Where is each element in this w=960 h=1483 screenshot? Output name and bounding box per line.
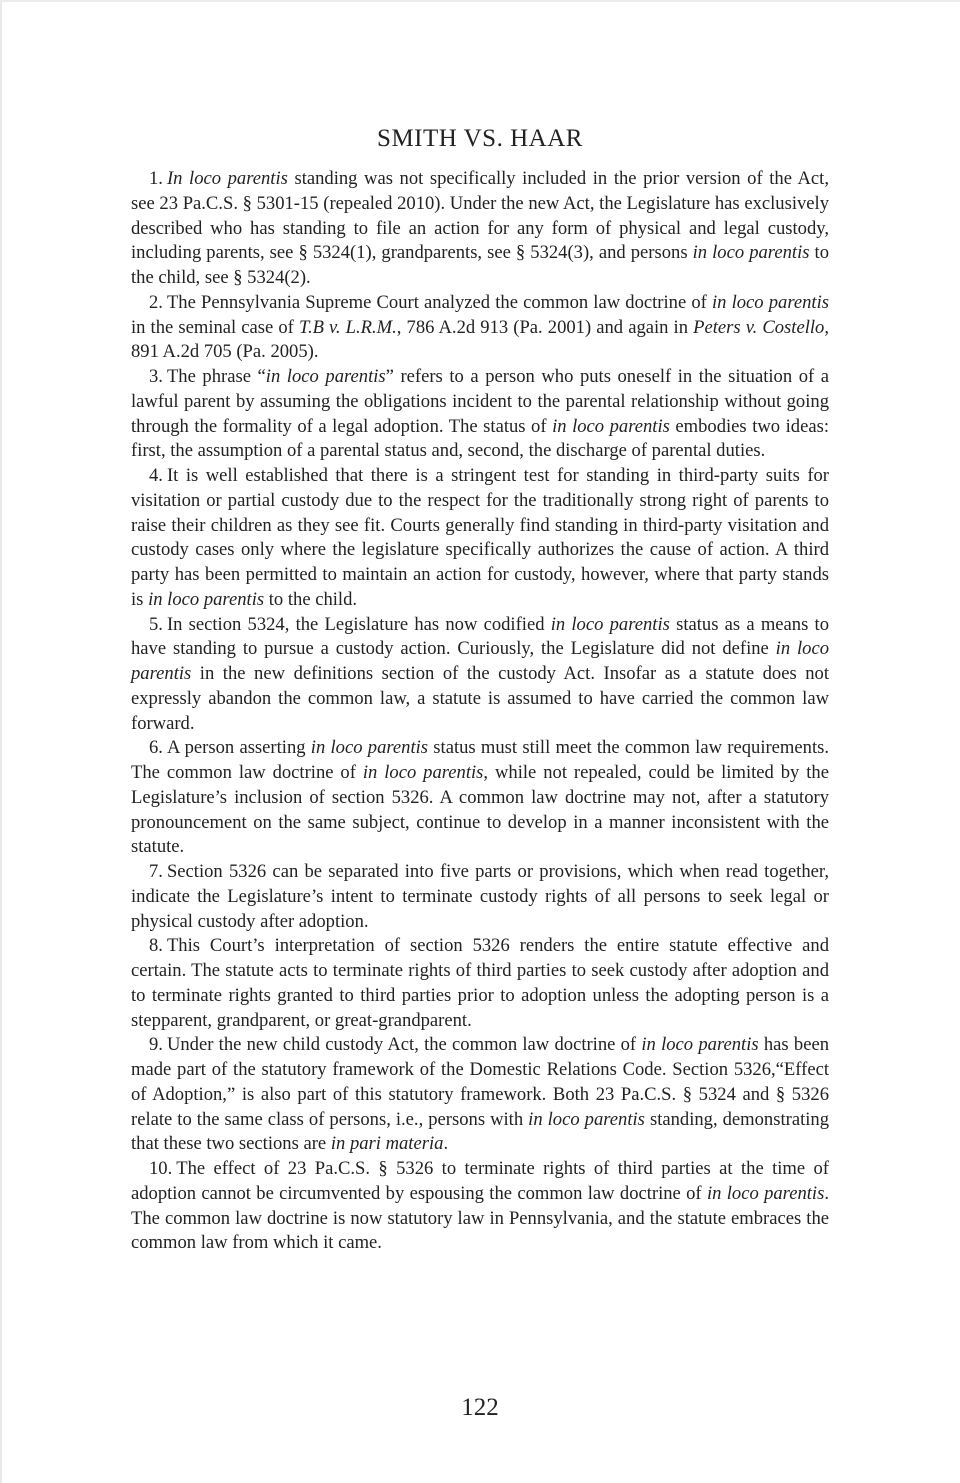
headnote-paragraph — [131, 464, 829, 613]
paragraph-text: embodies two ideas: first, the assumption of a parental status and, second, the discharge of parental duties. — [131, 415, 829, 462]
headnote-number: 6. — [149, 737, 163, 759]
headnote-number: 4. — [149, 465, 163, 486]
headnote-paragraph — [131, 167, 829, 291]
paragraph-text: Section 5326 can be separated into five parts or provisions, which when read together, indicate the Legislature’s intent to terminate custody rights of all persons to seek legal or physical custody after adoption. — [131, 861, 829, 932]
headnote-number: 2. — [149, 291, 163, 313]
headnote-paragraph — [131, 736, 829, 860]
paragraph-text: to the child. — [264, 588, 358, 610]
headnote-paragraph — [131, 613, 829, 737]
italic-text: in loco parentis — [706, 1182, 825, 1204]
paragraph-text: in the new definitions section of the custody Act. Insofar as a statute does not expressly abandon the common law, a statute is assumed to have carried the common law forward. — [131, 663, 829, 734]
italic-text: in loco parentis — [528, 1108, 645, 1130]
italic-text: T.B v. L.R.M. — [298, 316, 397, 338]
headnote-paragraph — [131, 1157, 829, 1256]
italic-text: in loco parentis — [550, 613, 670, 635]
paragraph-text: status must still meet the common law requirements. The common law doctrine of — [131, 737, 829, 783]
paragraph-text: , 786 A.2d 913 (Pa. 2001) and again in — [396, 316, 694, 338]
page-edge-top — [0, 0, 960, 2]
italic-text: in loco parentis — [552, 415, 670, 437]
paragraph-text: in the seminal case of — [131, 316, 299, 338]
paragraph-text: has been made part of the statutory framework of the Domestic Relations Code. Section 5326,“Effect of Adoption,” is also part of this statutory framework. Both 23 Pa.C.S. § 5324 and § 5326 relate to the same class of persons, i.e., persons with — [131, 1034, 829, 1130]
headnote-paragraph — [131, 860, 829, 934]
headnote-number: 1. — [149, 168, 163, 189]
running-head: SMITH VS. HAAR — [377, 125, 583, 152]
paragraph-text: The effect of 23 Pa.C.S. § 5326 to terminate rights of third parties at the time of adoption cannot be circumvented by espousing the common law doctrine of — [131, 1158, 829, 1204]
italic-text: in loco parentis — [131, 638, 829, 684]
headnote-number: 10. — [149, 1158, 173, 1179]
paragraph-text: ” refers to a person who puts oneself in the situation of a lawful parent by assuming the obligations incident to the parental relationship without going through the formality of a legal adoption. The status of — [131, 366, 830, 437]
page-number: 122 — [461, 1394, 499, 1421]
paragraph-text: standing, demonstrating that these two sections are — [131, 1108, 830, 1155]
paragraph-text: . The common law doctrine is now statutory law in Pennsylvania, and the statute embraces the common law from which it came. — [131, 1182, 829, 1254]
paragraph-text: , while not repealed, could be limited by the Legislature’s inclusion of section 5326. A common law doctrine may not, after a statutory pronouncement on the same subject, continue to develop in a manner inconsistent with the statute. — [131, 762, 829, 858]
italic-text: in pari materia — [330, 1133, 444, 1155]
headnote-number: 7. — [149, 861, 163, 882]
italic-text: in loco parentis — [641, 1034, 759, 1056]
paragraph-text: to the child, see § 5324(2). — [131, 242, 829, 288]
headnote-paragraph — [131, 291, 829, 365]
headnote-paragraph — [131, 1033, 829, 1157]
paragraph-text: status as a means to have standing to pursue a custody action. Curiously, the Legislature did not define — [131, 613, 829, 660]
italic-text: in loco parentis — [692, 242, 810, 264]
paragraph-text: This Court’s interpretation of section 5326 renders the entire statute effective and certain. The statute acts to terminate rights of third parties to seek custody after adoption and to terminate rights granted to third parties prior to adoption unless the adopting person is a stepparent, grandparent, or great-grandparent. — [131, 935, 829, 1031]
paragraph-text: Under the new child custody Act, the common law doctrine of — [166, 1034, 642, 1056]
italic-text: Peters v. Costello — [693, 316, 825, 338]
headnote-number: 8. — [149, 935, 163, 957]
paragraph-text: , 891 A.2d 705 (Pa. 2005). — [131, 316, 829, 363]
italic-text: in loco parentis — [711, 291, 829, 313]
paragraph-text: The phrase “ — [166, 366, 266, 387]
italic-text: in loco parentis — [310, 737, 429, 759]
paragraph-text: It is well established that there is a stringent test for standing in third-party suits for visitation or partial custody due to the respect for the traditionally strong right of parents to raise their children as they see fit. Courts generally find standing in third-party visitation and custody cases only where the legislature specifically authorizes the cause of action. A third party has been permitted to maintain an action for custody, however, where that party stands is — [131, 465, 829, 610]
headnote-paragraph — [131, 365, 829, 464]
paragraph-text: The Pennsylvania Supreme Court analyzed the common law doctrine of — [166, 291, 712, 313]
paragraph-text: . — [443, 1133, 449, 1155]
page-edge-left — [0, 0, 2, 1483]
headnote-number: 3. — [149, 366, 163, 387]
headnote-paragraph — [131, 934, 829, 1033]
italic-text: In loco parentis — [166, 168, 288, 189]
paragraph-text: standing was not specifically included in the prior version of the Act, see 23 Pa.C.S. § 5301-15 (repealed 2010). Under the new Act, the Legislature has exclusively described who has standing to file an action for any form of physical and legal custody, including parents, see § 5324(1), grandparents, see § 5324(3), and persons — [131, 168, 829, 264]
headnote-number: 5. — [149, 613, 163, 635]
paragraph-text: In section 5324, the Legislature has now codified — [166, 613, 551, 635]
italic-text: in loco parentis — [148, 588, 265, 610]
italic-text: in loco parentis — [265, 366, 386, 387]
paragraph-text: A person asserting — [166, 737, 311, 759]
headnote-number: 9. — [149, 1034, 163, 1056]
headnotes-body — [131, 167, 829, 1256]
italic-text: in loco parentis — [362, 762, 484, 783]
